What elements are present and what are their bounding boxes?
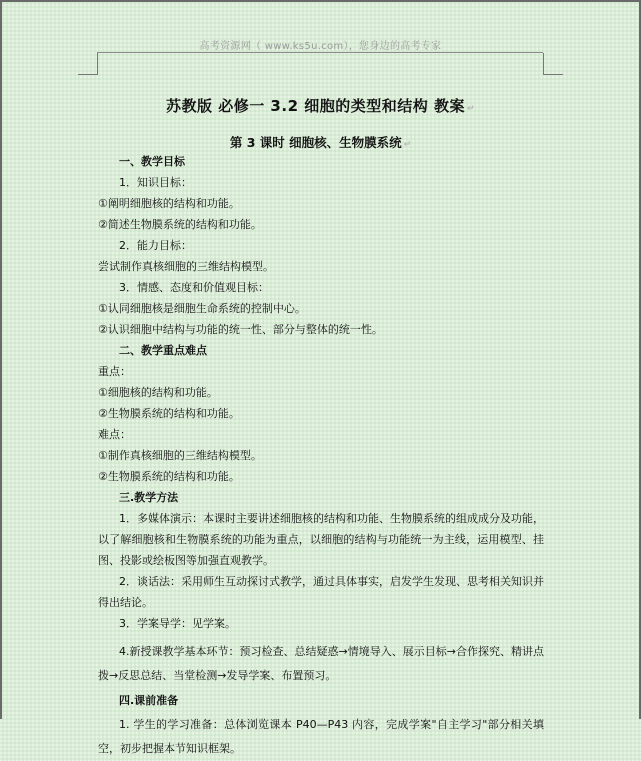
body-paragraph: 4.新授课教学基本环节：预习检查、总结疑惑→情境导入、展示目标→合作探究、精讲点拨→反思总结、当堂检测→发导学案、布置预习。 [98,645,544,682]
body-line: ①阐明细胞核的结构和功能。 [98,197,240,210]
body-line: ②简述生物膜系统的结构和功能。 [98,218,262,231]
document-body [98,151,544,761]
body-line: ①认同细胞核是细胞生命系统的控制中心。 [98,302,306,315]
crop-mark-right-vertical [543,53,544,75]
body-line: 尝试制作真核细胞的三维结构模型。 [98,260,274,273]
body-line: ①细胞核的结构和功能。 [98,386,218,399]
body-line: ②认识细胞中结构与功能的统一性、部分与整体的统一性。 [98,323,383,336]
section-heading: 四.课前准备 [119,694,179,707]
body-paragraph: 1. 学生的学习准备：总体浏览课本 P40—P43 内容，完成学案"自主学习"部分相关填空，初步把握本节知识框架。 [98,718,544,755]
body-line: 1．知识目标： [119,176,192,189]
lesson-subtitle: 第 3 课时 细胞核、生物膜系统 ↵ [229,135,412,150]
body-line: ②生物膜系统的结构和功能。 [98,470,240,483]
section-heading: 一、教学目标 [119,155,185,168]
header-rule [97,52,543,53]
body-line: 3．情感、态度和价值观目标： [119,281,269,294]
body-line: ②生物膜系统的结构和功能。 [98,407,240,420]
body-paragraph: 1．多媒体演示：本课时主要讲述细胞核的结构和功能、生物膜系统的组成成分及功能，以了解细胞核和生物膜系统的功能为重点，以细胞的结构与功能统一为主线，运用模型、挂图、投影或绘板图等加强直观教学。 [98,512,544,567]
body-line: 重点： [98,365,131,378]
body-line: 2．能力目标： [119,239,192,252]
page-header: 高考资源网（ www.ks5u.com），您身边的高考专家 [199,41,442,52]
section-heading: 二、教学重点难点 [119,344,207,357]
crop-mark-right-horizontal [543,74,563,75]
section-heading: 三.教学方法 [119,491,179,504]
document-title: 苏教版 必修一 3.2 细胞的类型和结构 教案 ↵ [165,97,475,115]
body-paragraph: 2．谈话法：采用师生互动探讨式教学，通过具体事实，启发学生发现、思考相关知识并得出结论。 [98,575,544,609]
body-line: 难点： [98,428,131,441]
body-paragraph: 3．学案导学：见学案。 [119,617,236,630]
window-frame-top [0,0,641,2]
crop-mark-left-vertical [97,53,98,75]
crop-mark-left-horizontal [78,74,98,75]
body-line: ①制作真核细胞的三维结构模型。 [98,449,262,462]
